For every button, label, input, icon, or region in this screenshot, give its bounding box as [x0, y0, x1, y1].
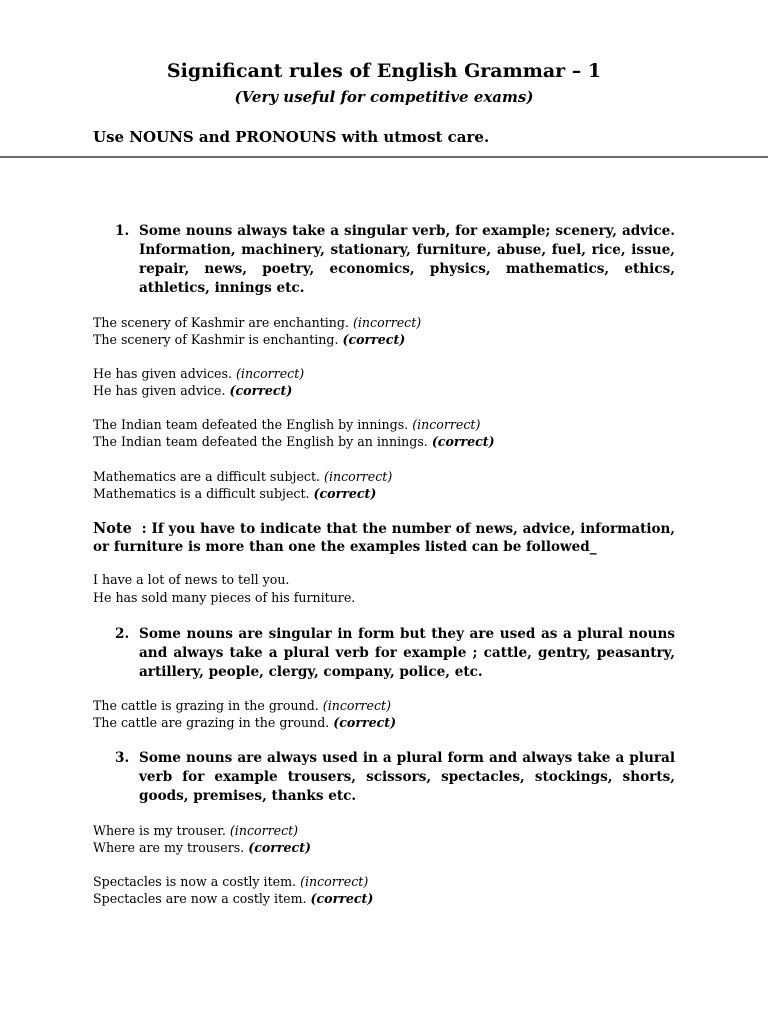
example-sentence: The Indian team defeated the English by an innings.: [93, 434, 428, 449]
rule-number: 2.: [115, 626, 130, 642]
incorrect-tag: (incorrect): [412, 417, 481, 432]
divider: [0, 156, 768, 158]
rule-number: 1.: [115, 223, 130, 239]
example-line: [93, 365, 304, 382]
example-line: [93, 822, 298, 839]
example-sentence: The scenery of Kashmir is enchanting.: [93, 332, 339, 347]
page-title: Significant rules of English Grammar – 1: [166, 60, 602, 82]
correct-tag: (correct): [313, 486, 377, 501]
rule-text: Some nouns are singular in form but they are used as a plural nouns and always take a plural verb for example ; cattle, gentry, peasantry, artillery, people, clergy, company, police, etc.: [139, 626, 675, 680]
example-line: [93, 873, 368, 890]
example-line: [93, 331, 405, 348]
rule-1: [115, 222, 675, 298]
note-example: He has sold many pieces of his furniture.: [93, 590, 356, 605]
example-line: [93, 382, 292, 399]
example-line: [93, 697, 391, 714]
example-sentence: The cattle is grazing in the ground.: [93, 698, 319, 713]
example-sentence: Spectacles is now a costly item.: [93, 874, 297, 889]
correct-tag: (correct): [342, 332, 406, 347]
page-subtitle: (Very useful for competitive exams): [234, 88, 534, 106]
example-sentence: The scenery of Kashmir are enchanting.: [93, 315, 349, 330]
example-line: [93, 890, 373, 907]
example-line: [93, 433, 495, 450]
rule-2: [115, 625, 675, 682]
example-sentence: The Indian team defeated the English by innings.: [93, 417, 409, 432]
example-line: [93, 416, 480, 433]
example-line: [93, 714, 396, 731]
correct-tag: (correct): [248, 840, 311, 855]
example-line: [93, 839, 311, 856]
rule-text: Some nouns are always used in a plural form and always take a plural verb for example trousers, scissors, spectacles, stockings, shorts, goods, premises, thanks etc.: [139, 750, 675, 804]
example-sentence: He has given advices.: [93, 366, 232, 381]
note: [93, 520, 675, 556]
example-sentence: Mathematics are a difficult subject.: [93, 469, 321, 484]
incorrect-tag: (incorrect): [352, 315, 422, 330]
incorrect-tag: (incorrect): [322, 698, 392, 713]
rule-number: 3.: [115, 750, 130, 766]
correct-tag: (correct): [431, 434, 495, 449]
incorrect-tag: (incorrect): [324, 469, 393, 484]
example-sentence: Spectacles are now a costly item.: [93, 891, 307, 906]
example-line: [93, 485, 376, 502]
incorrect-tag: (incorrect): [236, 366, 305, 381]
example-sentence: The cattle are grazing in the ground.: [93, 715, 330, 730]
correct-tag: (correct): [333, 715, 397, 730]
example-sentence: Where are my trousers.: [93, 840, 245, 855]
example-sentence: Mathematics is a difficult subject.: [93, 486, 310, 501]
note-example: I have a lot of news to tell you.: [93, 572, 290, 587]
correct-tag: (correct): [229, 383, 293, 398]
example-sentence: He has given advice.: [93, 383, 226, 398]
correct-tag: (correct): [310, 891, 374, 906]
example-line: [93, 314, 421, 331]
incorrect-tag: (incorrect): [300, 874, 369, 889]
example-line: [93, 468, 392, 485]
incorrect-tag: (incorrect): [229, 823, 299, 838]
rule-3: [115, 749, 675, 806]
example-sentence: Where is my trouser.: [93, 823, 226, 838]
rule-text: Some nouns always take a singular verb, for example; scenery, advice. Information, machinery, stationary, furniture, abuse, fuel, rice, issue, repair, news, poetry, economics, physics, mathematics, ethics, athletics, innings etc.: [139, 223, 675, 296]
note-label: Note: [93, 520, 132, 537]
note-text: : If you have to indicate that the number of news, advice, information, or furniture is more than one the examples listed can be followed_: [93, 521, 676, 555]
section-intro: Use NOUNS and PRONOUNS with utmost care.: [93, 128, 490, 146]
